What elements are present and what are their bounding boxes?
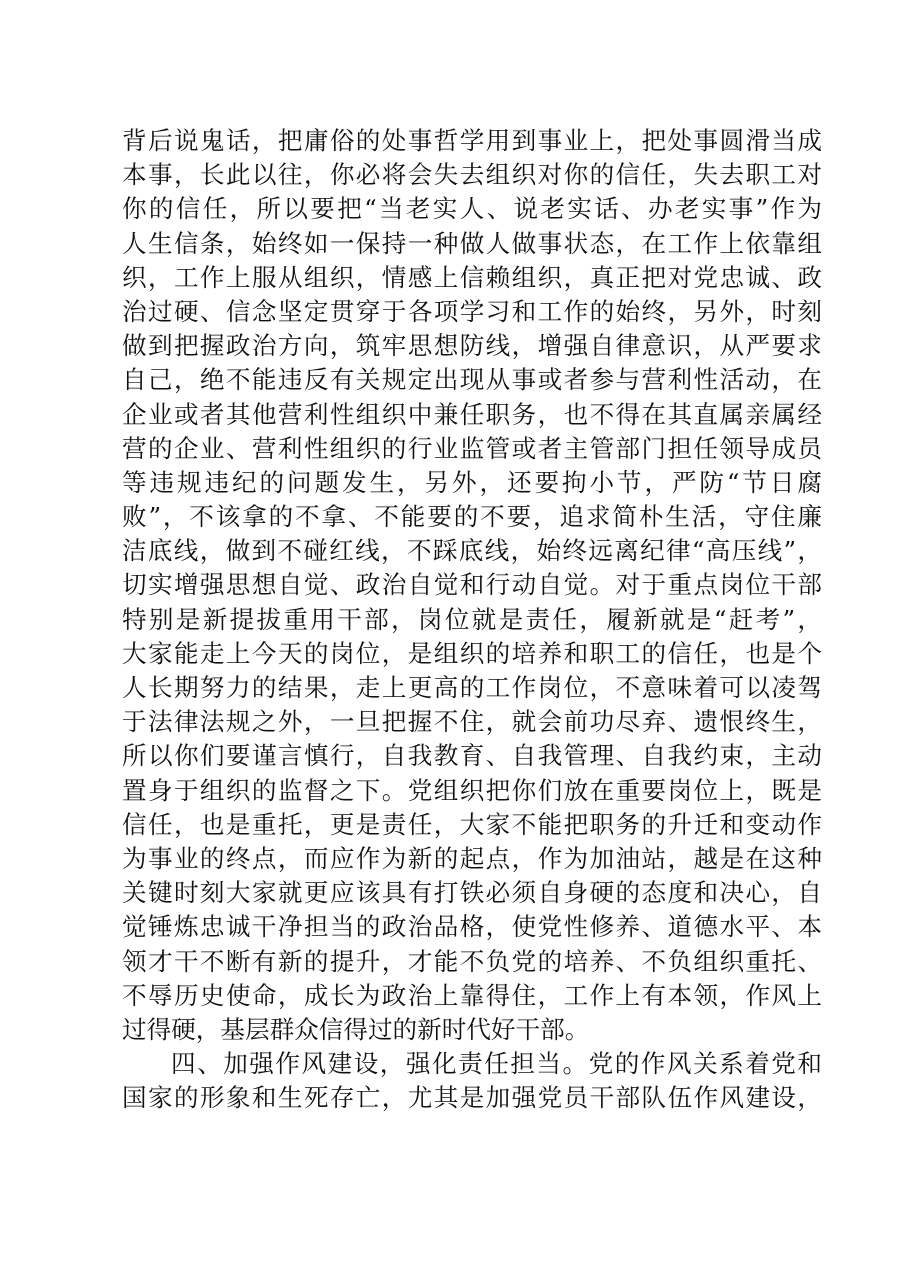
- text-line: 置身于组织的监督之下。党组织把你们放在重要岗位上，既是: [122, 775, 822, 805]
- text-line: 你的信任，所以要把“当老实人、说老实话、办老实事”作为: [122, 194, 822, 224]
- text-line: 国家的形象和生死存亡，尤其是加强党员干部队伍作风建设，: [122, 1083, 822, 1113]
- text-line: 所以你们要谨言慎行，自我教育、自我管理、自我约束，主动: [122, 741, 822, 771]
- text-line: 等违规违纪的问题发生，另外，还要拘小节，严防“节日腐: [122, 467, 822, 497]
- text-line: 关键时刻大家就更应该具有打铁必须自身硬的态度和决心，自: [122, 878, 822, 908]
- document-body: [122, 124, 822, 1115]
- text-line: 人长期努力的结果，走上更高的工作岗位，不意味着可以凌驾: [122, 673, 822, 702]
- text-line: 人生信条，始终如一保持一种做人做事状态，在工作上依靠组: [122, 228, 822, 258]
- text-line: 于法律法规之外，一旦把握不住，就会前功尽弃、遗恨终生，: [122, 707, 822, 737]
- paragraph-2: [122, 1047, 822, 1115]
- text-line: 织，工作上服从组织，情感上信赖组织，真正把对党忠诚、政: [122, 262, 822, 292]
- text-line: 做到把握政治方向，筑牢思想防线，增强自律意识，从严要求: [122, 331, 822, 361]
- text-line: 营的企业、营利性组织的行业监管或者主管部门担任领导成员: [122, 433, 822, 463]
- paragraph-1: [122, 124, 822, 1047]
- text-line: 领才干不断有新的提升，才能不负党的培养、不负组织重托、: [122, 946, 822, 976]
- text-line: 为事业的终点，而应作为新的起点，作为加油站，越是在这种: [122, 843, 822, 873]
- text-line: 败”，不该拿的不拿、不能要的不要，追求简朴生活，守住廉: [122, 502, 822, 532]
- text-line: 企业或者其他营利性组织中兼任职务，也不得在其直属亲属经: [122, 399, 822, 429]
- text-line: 背后说鬼话，把庸俗的处事哲学用到事业上，把处事圆滑当成: [122, 126, 822, 155]
- text-line: 大家能走上今天的岗位，是组织的培养和职工的信任，也是个: [122, 638, 822, 668]
- text-line: 治过硬、信念坚定贯穿于各项学习和工作的始终，另外，时刻: [122, 296, 822, 326]
- text-line: 洁底线，做到不碰红线，不踩底线，始终远离纪律“高压线”，: [122, 536, 822, 566]
- text-line: 本事，长此以往，你必将会失去组织对你的信任，失去职工对: [122, 160, 822, 190]
- text-line: 切实增强思想自觉、政治自觉和行动自觉。对于重点岗位干部: [122, 570, 822, 600]
- text-line: 过得硬，基层群众信得过的新时代好干部。: [122, 1014, 590, 1044]
- text-line: 信任，也是重托，更是责任，大家不能把职务的升迁和变动作: [122, 809, 822, 839]
- text-line: 自己，绝不能违反有关规定出现从事或者参与营利性活动，在: [122, 365, 822, 395]
- text-line: 觉锤炼忠诚干净担当的政治品格，使党性修养、道德水平、本: [122, 912, 822, 942]
- text-line: 不辱历史使命，成长为政治上靠得住，工作上有本领，作风上: [122, 980, 822, 1010]
- text-line: 特别是新提拔重用干部，岗位就是责任，履新就是“赶考”，: [122, 604, 822, 634]
- section-heading-line: 四、加强作风建设，强化责任担当。党的作风关系着党和: [171, 1049, 822, 1079]
